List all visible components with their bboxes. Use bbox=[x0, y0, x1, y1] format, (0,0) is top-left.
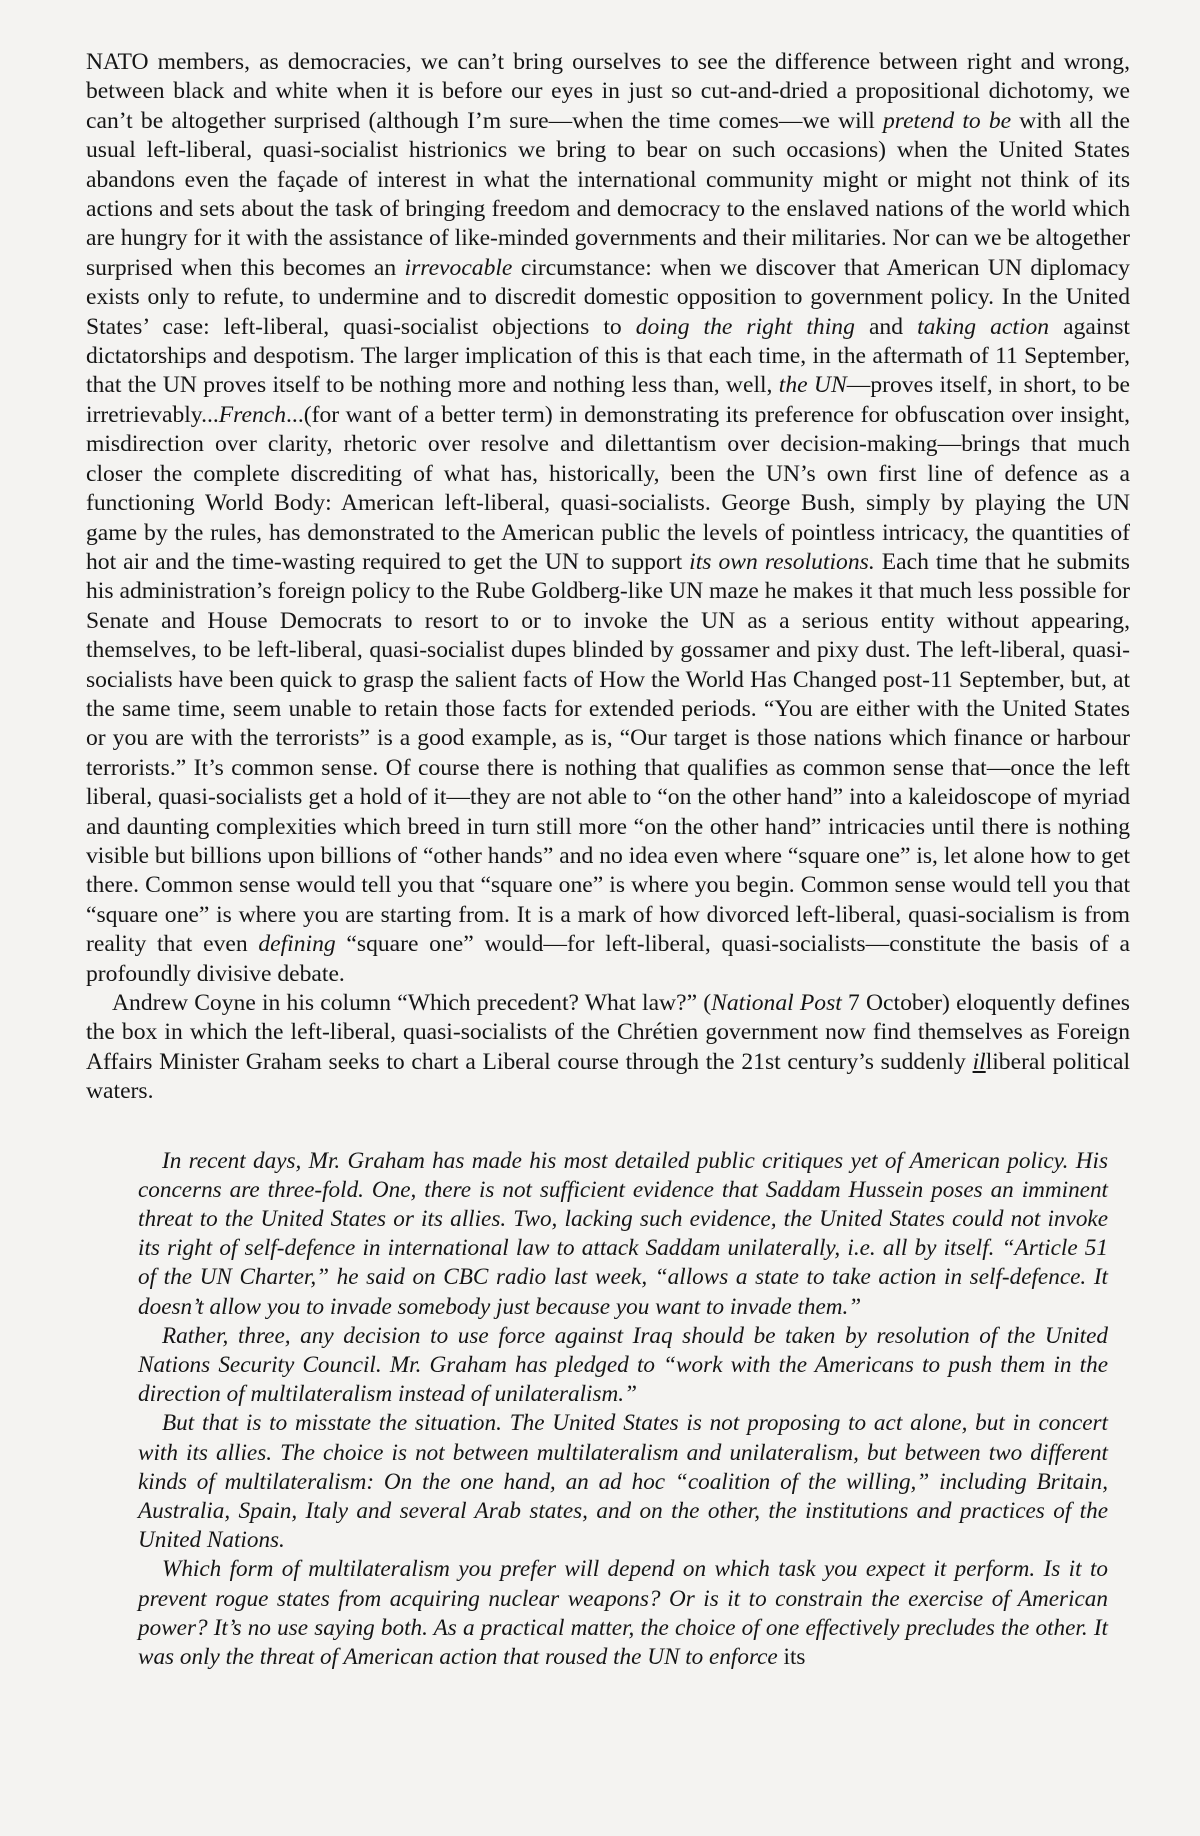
text-run: and bbox=[854, 313, 918, 340]
text-run: Andrew Coyne in his column “Which precedent? What law?” ( bbox=[112, 990, 712, 1016]
quote-paragraph-4 bbox=[138, 1555, 1108, 1672]
text-run: with all the usual left-liberal, quasi-socialist histrionics we bring to bear on such occasions) when the United States abandons even the façade of interest in what the international community might or might not think of its actions and sets about the task of bringing freedom and democracy to the enslaved nations of the world which are hungry for it with the assistance of like-minded governments and their militaries. Nor can we be altogether surprised when this becomes an bbox=[86, 107, 1130, 281]
text-run: liberal political waters. bbox=[86, 1048, 1130, 1105]
text-run: Each time that he submits his administration’s foreign policy to the Rube Goldberg-like UN maze he makes it that much less possible for Senate and House Democrats to resort to or to invoke the UN as a serious entity without appearing, themselves, to be left-liberal, quasi-socialist dupes blinded by gossamer and pixy dust. The left-liberal, quasi-socialists have been quick to grasp the salient facts of How the World Has Changed post-11 September, but, at the same time, seem unable to retain those facts for extended periods. “You are either with the United States or you are with the terrorists” is a good example, as is, “Our target is those nations which finance or harbour terrorists.” It’s common sense. Of course there is nothing that qualifies as common sense that—once the left liberal, quasi-socialists get a hold of it—they are not able to “on the other hand” into a kaleidoscope of myriad and daunting complexities which breed in turn still more “on the other hand” intricacies until there is nothing visible but billions upon billions of “other hands” and no idea even where “square one” is, let alone how to get there. Common sense would tell you that “square one” is where you begin. Common sense would tell you that “square one” is where you are starting from. It is a mark of how divorced left-liberal, quasi-socialism is from reality that even bbox=[86, 548, 1130, 958]
paragraph-2 bbox=[86, 989, 1130, 1107]
italic-run: taking action bbox=[917, 313, 1050, 340]
italic-run: French bbox=[218, 401, 287, 428]
block-quote bbox=[86, 1147, 1130, 1673]
text-run-upright: its bbox=[777, 1644, 806, 1671]
text-run: circumstance: when we discover that American UN diplomacy exists only to refute, to undermine and to discredit domestic opposition to government policy. In the United States’ case: left-liberal, quasi-socialist objections to bbox=[86, 254, 1130, 340]
text-run: ...(for want of a better term) in demonstrating its preference for obfuscation over insight, misdirection over clarity, rhetoric over resolve and dilettantism over decision-making—brings that much closer the complete discrediting of what has, historically, been the UN’s own first line of defence as a functioning World Body: American left-liberal, quasi-socialists. George Bush, simply by playing the UN game by the rules, has demonstrated to the American public the levels of pointless intricacy, the quantities of hot air and the time-wasting required to get the UN to support bbox=[86, 401, 1130, 575]
italic-run: irrevocable bbox=[404, 254, 513, 281]
text-run: 7 October) eloquently defines the box in which the left-liberal, quasi-socialists of the Chrétien government now find themselves as Foreign Affairs Minister Graham seeks to chart a Liberal course through the 21st century’s suddenly bbox=[86, 990, 1130, 1075]
underlined-italic-run: il bbox=[972, 1048, 986, 1075]
italic-run: National Post bbox=[711, 990, 842, 1016]
quote-paragraph-1: In recent days, Mr. Graham has made his most detailed public critiques yet of American policy. His concerns are three-fold. One, there is not sufficient evidence that Saddam Hussein poses an imminent threat to the United States or its allies. Two, lacking such evidence, the United States could not invoke its right of self-defence in international law to attack Saddam unilaterally, i.e. all by itself. “Article 51 of the UN Charter,” he said on CBC radio last week, “allows a state to take action in self-defence. It doesn’t allow you to invade somebody just because you want to invade them.” bbox=[138, 1147, 1108, 1320]
text-run: Which form of multilateralism you prefer will depend on which task you expect it perform. Is it to prevent rogue states from acquiring nuclear weapons? Or is it to constrain the exercise of American power? It’s no use saying both. As a practical matter, the choice of one effectively precludes the other. It was only the threat of American action that roused the UN to enforce bbox=[138, 1556, 1108, 1671]
paragraph-1 bbox=[86, 48, 1130, 989]
italic-run: pretend to be bbox=[882, 107, 1012, 134]
text-run: NATO members, as democracies, we can’t bring ourselves to see the difference between right and wrong, between black and white when it is before our eyes in just so cut-and-dried a propositional dichotomy, we can’t be altogether surprised (although I’m sure—when the time comes—we will bbox=[86, 49, 1130, 134]
text-run: against dictatorships and despotism. The larger implication of this is that each time, in the aftermath of 11 September, that the UN proves itself to be nothing more and nothing less than, well, bbox=[86, 313, 1130, 399]
text-run: —proves itself, in short, to be irretrievably... bbox=[86, 372, 1131, 428]
quote-paragraph-2: Rather, three, any decision to use force against Iraq should be taken by resolution of the United Nations Security Council. Mr. Graham has pledged to “work with the Americans to push them in the direction of multilateralism instead of unilateralism.” bbox=[138, 1322, 1108, 1408]
italic-run: the UN bbox=[778, 372, 847, 399]
italic-run: doing the right thing bbox=[635, 313, 855, 340]
italic-run: defining bbox=[258, 931, 336, 958]
text-run: “square one” would—for left-liberal, quasi-socialists—constitute the basis of a profoundly divisive debate. bbox=[86, 931, 1130, 987]
italic-run: its own resolutions. bbox=[689, 548, 875, 575]
article-body bbox=[86, 48, 1130, 1107]
quote-paragraph-3: But that is to misstate the situation. The United States is not proposing to act alone, but in concert with its allies. The choice is not between multilateralism and unilateralism, but between two different kinds of multilateralism: On the one hand, an ad hoc “coalition of the willing,” including Britain, Australia, Spain, Italy and several Arab states, and on the other, the institutions and practices of the United Nations. bbox=[138, 1410, 1108, 1554]
